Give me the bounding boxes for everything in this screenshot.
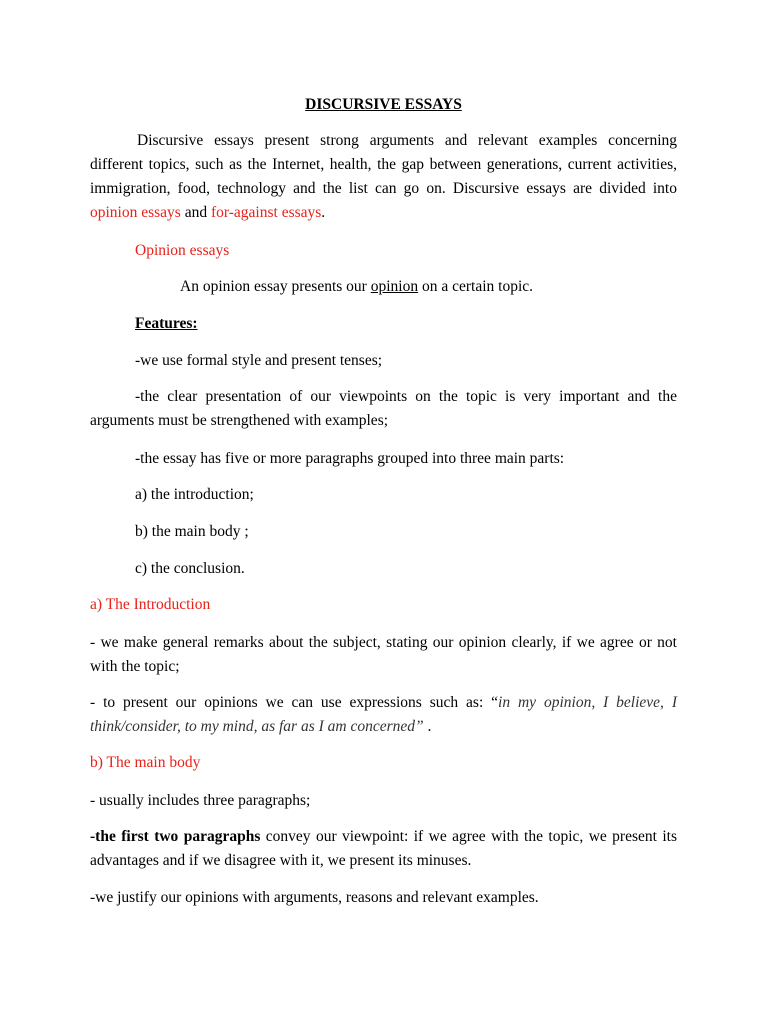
feature-item: c) the conclusion. (135, 560, 245, 577)
introduction-point (90, 691, 677, 739)
definition-post: on a certain topic. (418, 278, 534, 295)
main-body-heading: b) The main body (90, 754, 201, 771)
introduction-heading: a) The Introduction (90, 596, 211, 613)
definition-pre: An opinion essay presents our (180, 278, 371, 295)
definition-opinion-word: opinion (370, 278, 419, 295)
expressions-list: in my opinion, I believe, I think/consider, to my mind, as far as I am concerned” (90, 694, 677, 735)
intro-paragraph (90, 129, 677, 225)
intro-end: . (321, 204, 326, 221)
feature-item: a) the introduction; (135, 486, 254, 503)
introduction-point: - we make general remarks about the subject, stating our opinion clearly, if we agree or not with the topic; (90, 634, 677, 675)
opinion-definition (90, 275, 677, 299)
feature-item: b) the main body ; (135, 523, 249, 540)
main-body-point (90, 825, 677, 873)
opinion-essays-term: opinion essays (90, 204, 181, 221)
intro-text: Discursive essays present strong arguments and relevant examples concerning different topics, such as the Internet, health, the gap between generations, current activities, immigration, food, technology and the list can go on. Discursive essays are divided into (90, 132, 677, 197)
first-two-paragraphs-term: -the first two paragraphs (90, 828, 261, 845)
document-title: DISCURSIVE ESSAYS (305, 96, 462, 113)
for-against-essays-term: for-against essays (210, 204, 322, 221)
intro-and: and (180, 204, 211, 221)
feature-item: -we use formal style and present tenses; (135, 352, 383, 369)
main-body-point: -we justify our opinions with arguments, reasons and relevant examples. (90, 889, 539, 906)
main-body-point: - usually includes three paragraphs; (90, 792, 311, 809)
feature-item: -the clear presentation of our viewpoints on the topic is very important and the arguments must be strengthened with examples; (90, 388, 677, 429)
feature-item: -the essay has five or more paragraphs grouped into three main parts: (135, 450, 565, 467)
opinion-essays-heading: Opinion essays (135, 242, 230, 259)
main-body-point-text: convey our viewpoint: if we agree with the topic, we present its advantages and if we disagree with it, we present its minuses. (90, 828, 677, 869)
introduction-point-text: - to present our opinions we can use expressions such as: “ (90, 694, 499, 711)
features-heading: Features: (135, 315, 198, 332)
introduction-point-end: . (423, 718, 432, 735)
